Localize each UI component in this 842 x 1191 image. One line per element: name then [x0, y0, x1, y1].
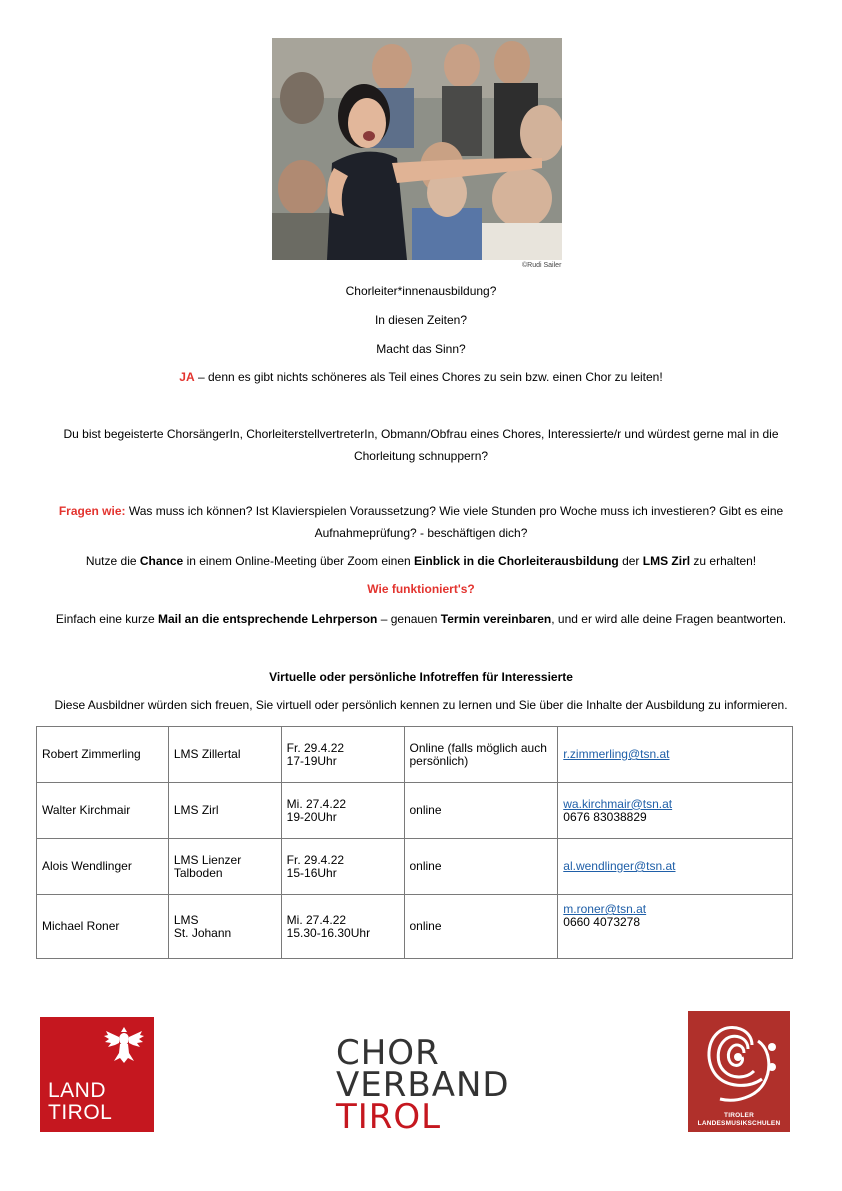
howto-text-1: Einfach eine kurze: [55, 612, 158, 626]
landesmusikschulen-line-1: TIROLER: [724, 1112, 754, 1119]
chance-bold-2: Einblick in die Chorleiterausbildung: [414, 554, 619, 568]
phone-number: 0676 83038829: [563, 809, 647, 824]
cell-school: [168, 783, 281, 839]
school-line-1: LMS Lienzer: [173, 852, 242, 867]
time-value: 17-19Uhr: [286, 753, 337, 768]
answer-text: – denn es gibt nichts schöneres als Teil eines Chores zu sein bzw. einen Chor zu leiten!: [194, 370, 663, 384]
school-line-2: St. Johann: [173, 925, 232, 940]
questions-line-2: Aufnahmeprüfung? - beschäftigen dich?: [314, 526, 528, 540]
howto-text-3: , und er wird alle deine Fragen beantworten.: [551, 612, 787, 626]
cell-name: Michael Roner: [37, 895, 169, 959]
chance-bold-3: LMS Zirl: [642, 554, 691, 568]
date-value: Mi. 27.4.22: [286, 796, 347, 811]
land-tirol-line-1: LAND: [48, 1079, 107, 1102]
time-value: 19-20Uhr: [286, 809, 337, 824]
howto-text-2: – genauen: [377, 612, 441, 626]
howto-bold-1: Mail an die entsprechende Lehrperson: [157, 612, 378, 626]
email-link[interactable]: m.roner@tsn.at: [563, 902, 647, 916]
time-value: 15.30-16.30Uhr: [286, 925, 371, 940]
chance-text-2: in einem Online-Meeting über Zoom einen: [183, 554, 415, 568]
paragraph-chance: [0, 553, 842, 569]
email-link[interactable]: wa.kirchmair@tsn.at: [563, 796, 673, 811]
question-3: Macht das Sinn?: [376, 342, 466, 356]
cell-school: [168, 895, 281, 959]
section-subtitle: Diese Ausbildner würden sich freuen, Sie virtuell oder persönlich kennen zu lernen und Sie über die Inhalte der Ausbildung zu informieren.: [54, 698, 788, 712]
choir-conductor-photo: [272, 38, 562, 260]
time-value: 15-16Uhr: [286, 865, 337, 880]
landesmusikschulen-logo: [688, 1011, 790, 1132]
cell-mode: online: [404, 895, 558, 959]
date-value: Mi. 27.4.22: [286, 912, 347, 927]
cell-name: Alois Wendlinger: [37, 839, 169, 895]
chorverband-line-1: CHOR: [336, 1033, 440, 1073]
cell-contact: [558, 727, 793, 783]
cell-date: [281, 727, 404, 783]
table-row: [37, 727, 793, 783]
landesmusikschulen-caption: [688, 1112, 790, 1128]
school-line-1: LMS Zirl: [173, 803, 219, 817]
cell-date: [281, 839, 404, 895]
mode-line-2: persönlich): [409, 753, 469, 768]
landesmusikschulen-line-2: LANDESMUSIKSCHULEN: [697, 1120, 781, 1127]
cell-name: Robert Zimmerling: [37, 727, 169, 783]
email-link[interactable]: r.zimmerling@tsn.at: [563, 747, 670, 761]
table-row: [37, 783, 793, 839]
answer-ja: JA: [179, 370, 195, 384]
cell-mode: online: [404, 783, 558, 839]
questions-label: Fragen wie:: [58, 504, 126, 518]
questions-line-1: Was muss ich können? Ist Klavierspielen Voraussetzung? Wie viele Stunden pro Woche muss ich investieren? Gibt es eine: [125, 504, 784, 518]
email-link[interactable]: al.wendlinger@tsn.at: [563, 859, 676, 873]
table-row: [37, 895, 793, 959]
how-heading: Wie funktioniert's?: [367, 582, 475, 596]
cell-mode: online: [404, 839, 558, 895]
question-2: In diesen Zeiten?: [374, 313, 468, 327]
cell-contact: [558, 839, 793, 895]
chance-text-4: zu erhalten!: [690, 554, 757, 568]
cell-name: Walter Kirchmair: [37, 783, 169, 839]
paragraph-howto: [0, 611, 842, 627]
mode-line-1: Online (falls möglich auch: [409, 740, 547, 755]
paragraph-questions: [20, 500, 822, 544]
date-value: Fr. 29.4.22: [286, 740, 345, 755]
paragraph-audience: [20, 423, 822, 467]
paragraph-audience-line-1: Du bist begeisterte ChorsängerIn, ChorleiterstellvertreterIn, Obmann/Obfrau eines Chores, Interessierte/r und würdest gerne mal in die: [63, 427, 779, 441]
phone-number: 0660 4073278: [563, 915, 641, 929]
paragraph-audience-line-2: Chorleitung schnuppern?: [353, 449, 489, 463]
school-line-2: Talboden: [173, 865, 223, 880]
cell-mode: [404, 727, 558, 783]
bass-clef-icon: [692, 1015, 786, 1109]
chance-bold-1: Chance: [139, 554, 184, 568]
land-tirol-logo: [40, 1017, 154, 1132]
table-row: [37, 839, 793, 895]
eagle-icon: [102, 1023, 146, 1067]
cell-date: [281, 895, 404, 959]
cell-school: [168, 839, 281, 895]
chorverband-tirol-logo: [336, 1033, 526, 1137]
chance-text-3: der: [618, 554, 643, 568]
cell-school: [168, 727, 281, 783]
school-line-1: LMS: [173, 912, 199, 927]
land-tirol-line-2: TIROL: [48, 1101, 113, 1124]
howto-bold-2: Termin vereinbaren: [440, 612, 552, 626]
school-line-1: LMS Zillertal: [173, 747, 241, 761]
chorverband-line-3: TIROL: [336, 1097, 442, 1137]
photo-credit: ©Rudi Sailer: [522, 262, 562, 269]
chance-text-1: Nutze die: [85, 554, 140, 568]
chorverband-line-2: VERBAND: [336, 1065, 510, 1105]
question-1: Chorleiter*innenausbildung?: [345, 284, 497, 298]
instructor-table: [36, 726, 793, 959]
section-title: Virtuelle oder persönliche Infotreffen für Interessierte: [269, 670, 573, 684]
cell-contact: [558, 895, 793, 959]
answer-line: [0, 369, 842, 385]
cell-contact: [558, 783, 793, 839]
cell-date: [281, 783, 404, 839]
date-value: Fr. 29.4.22: [286, 852, 345, 867]
